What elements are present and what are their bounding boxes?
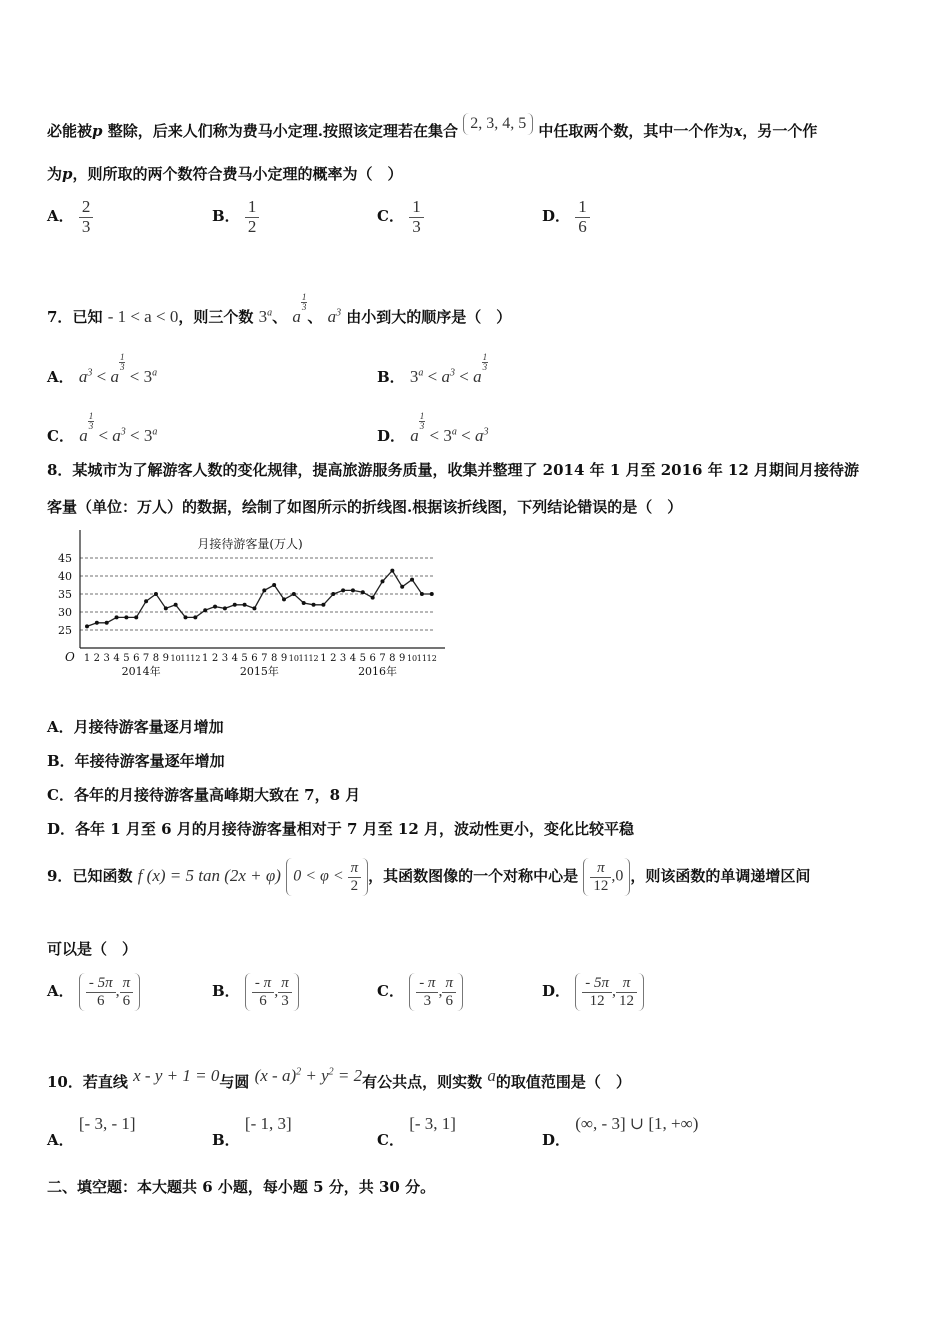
data-point [302, 601, 306, 605]
circle-part: + y [301, 1066, 329, 1085]
data-point [144, 599, 148, 603]
base: a [110, 367, 119, 386]
data-point [400, 585, 404, 589]
x-tick-label: 5 [359, 653, 366, 664]
exp-num: 1 [419, 411, 425, 421]
x-tick-label: 3 [103, 653, 110, 664]
set-elements: 2, 3, 4, 5 [470, 115, 527, 132]
set-braces [463, 113, 533, 135]
var-a: a [487, 1066, 496, 1085]
data-point [351, 588, 355, 592]
fraction [409, 198, 424, 236]
q8-option-d[interactable]: D．各年 1 月至 6 月的月接待游客量相对于 7 月至 12 月，波动性更小，变化比较平稳 [47, 820, 634, 838]
option-label: D． [377, 427, 406, 445]
var-p: p [62, 165, 73, 183]
option-label: D． [542, 982, 571, 1000]
option-label: C． [377, 207, 404, 226]
exponent: 2 [296, 1066, 302, 1078]
year-labels [122, 664, 397, 678]
x-tick-label: 2 [330, 653, 337, 664]
option-interval: (∞, - 3] ∪ [1, +∞) [575, 1114, 699, 1133]
y-tick-label: 35 [58, 588, 72, 601]
denominator: 12 [619, 992, 635, 1009]
numerator: 1 [245, 198, 260, 218]
data-point [223, 606, 227, 610]
q7-text: 已知 [72, 308, 103, 326]
x-tick-label: 5 [123, 653, 130, 664]
base: a [410, 426, 419, 445]
exponent: 3 [450, 367, 456, 379]
expr-3-pow-a [259, 307, 273, 326]
option-label: D． [542, 1131, 571, 1149]
denominator: 2 [247, 216, 257, 236]
x-tick-label: 8 [270, 653, 278, 664]
denominator: 6 [578, 216, 587, 236]
q7-stem [47, 293, 511, 327]
q6-text: ，另一个作 [742, 122, 818, 140]
option-label: B． [212, 982, 240, 1000]
question-number: 9． [47, 867, 73, 885]
data-point [381, 579, 385, 583]
x-tick-label: 3 [339, 653, 347, 664]
option-label: C． [377, 982, 404, 1000]
x-tick-label: 8 [152, 653, 160, 664]
option-label: C． [47, 427, 74, 445]
data-point [174, 603, 178, 607]
question-number: 7． [47, 308, 73, 326]
base: a [79, 426, 88, 445]
exp-den: 3 [482, 362, 488, 372]
expr-a-cubed [328, 307, 342, 326]
q7-text: ，则三个数 [178, 308, 254, 326]
numerator: π [120, 975, 134, 993]
fraction [245, 198, 260, 236]
circle-part: = 2 [333, 1066, 363, 1085]
q9-option-d[interactable]: D． $\frac{- 5\pi}{12}$ , $\frac{\pi}{12}$ [542, 973, 644, 1011]
circle-part: (x - a) [254, 1066, 297, 1085]
base: a [112, 426, 121, 445]
q9-option-b[interactable]: B． $\frac{- \pi}{6}$ , $\frac{\pi}{3}$ [212, 973, 299, 1011]
q8-stem-line2: 客量（单位：万人）的数据，绘制了如图所示的折线图.根据该折线图，下列结论错误的是（ ） [47, 498, 683, 516]
q6-option-a[interactable] [47, 198, 93, 236]
q6-text: 为 [47, 165, 63, 183]
data-point [203, 608, 207, 612]
fraction [575, 198, 590, 236]
data-point [292, 592, 296, 596]
exp-num: 1 [119, 352, 125, 362]
q10-stem [47, 1066, 631, 1092]
option-label: B． [377, 368, 405, 386]
y-axis-ticks [58, 552, 72, 637]
numerator: 2 [79, 198, 94, 218]
q6-text: ，则所取的两个数符合费马小定理的概率为（ ） [72, 165, 403, 183]
q7-condition: - 1 < a < 0 [107, 307, 179, 326]
y-tick-label: 45 [58, 552, 72, 565]
denominator: 3 [81, 216, 91, 236]
q7-text: 由小到大的顺序是（ ） [341, 308, 512, 326]
data-point [95, 621, 99, 625]
x-tick-label: 1 [202, 653, 209, 664]
phi-condition [286, 858, 368, 896]
option-interval: [- 3, 1] [409, 1114, 456, 1133]
q8-option-c[interactable]: C．各年的月接待游客量高峰期大致在 7，8 月 [47, 786, 361, 804]
data-point [331, 592, 335, 596]
function-expr: f (x) = 5 tan (2x + φ) [137, 866, 281, 885]
denominator: 6 [97, 992, 105, 1009]
data-point [184, 615, 188, 619]
x-tick-label: 2 [211, 653, 219, 664]
q6-option-b[interactable] [212, 198, 259, 236]
data-point [233, 603, 237, 607]
origin-label: O [65, 650, 75, 664]
q6-text: 必能被 [47, 122, 93, 140]
x-tick-label: 8 [389, 653, 396, 664]
data-point [390, 569, 394, 573]
x-tick-label: 12 [308, 654, 319, 663]
base: 3 [143, 367, 153, 386]
base: a [473, 367, 482, 386]
numerator: - 5π [86, 975, 116, 993]
numerator: 1 [409, 198, 424, 218]
exp-den: 3 [301, 302, 307, 312]
less-than: < [425, 426, 444, 445]
year-label: 2016年 [358, 665, 398, 678]
q8-stem-line1: 8．某城市为了解游客人数的变化规律，提高旅游服务质量，收集并整理了 2014 年 1 月至 2016 年 12 月期间月接待游 [47, 461, 860, 479]
data-point [252, 606, 256, 610]
chart-title: 月接待游客量(万人) [197, 537, 303, 551]
q10-text: 的取值范围是（ ） [495, 1073, 631, 1091]
data-point [272, 583, 276, 587]
option-label: B． [212, 207, 240, 226]
data-point [115, 615, 119, 619]
q7-option-d[interactable] [377, 412, 488, 446]
exponent: a [152, 367, 158, 379]
less-than: < [455, 367, 474, 386]
data-point [262, 588, 266, 592]
q10-option-a[interactable] [47, 1113, 136, 1149]
line-equation: x - y + 1 = 0 [133, 1066, 220, 1085]
y-tick-label: 25 [58, 624, 72, 637]
q7-option-b[interactable] [377, 353, 488, 387]
numerator: π [348, 860, 362, 878]
q10-option-b[interactable] [212, 1113, 292, 1149]
exponent: 3 [87, 367, 93, 379]
x-tick-label: 1 [83, 653, 91, 664]
data-point [243, 603, 247, 607]
x-tick-label: 9 [280, 653, 288, 664]
base: a [474, 426, 484, 445]
data-point [124, 615, 128, 619]
denominator: 6 [122, 992, 131, 1009]
option-interval: [- 3, - 1] [78, 1114, 136, 1133]
fraction [79, 198, 94, 236]
less-than: < [92, 367, 111, 386]
exponent: 3 [120, 426, 126, 438]
data-point [213, 605, 217, 609]
exponent: a [152, 426, 158, 438]
less-than: < [125, 367, 144, 386]
circle-equation [255, 1066, 363, 1085]
base: a [292, 307, 301, 326]
q6-text: 中任取两个数，其中一个作为 [533, 122, 734, 140]
visitor-line-chart [55, 530, 450, 680]
denominator: 6 [445, 992, 453, 1009]
data-point [410, 578, 414, 582]
data-point [430, 592, 434, 596]
data-point [321, 603, 325, 607]
base: 3 [143, 426, 153, 445]
less-than: < [94, 426, 113, 445]
base: a [78, 367, 88, 386]
less-than: < [456, 426, 475, 445]
q6-option-c[interactable] [377, 198, 424, 236]
year-label: 2015年 [239, 665, 279, 678]
option-label: D． [542, 207, 571, 226]
q10-text: 有公共点，则实数 [362, 1073, 483, 1091]
x-tick-label: 6 [133, 653, 140, 664]
exp-den: 3 [88, 421, 94, 431]
x-tick-label: 4 [113, 653, 120, 664]
denominator: 3 [423, 992, 432, 1009]
x-tick-label: 10 [288, 654, 299, 663]
data-point [85, 624, 89, 628]
x-tick-label: 5 [241, 653, 248, 664]
q6-text: 整除，后来人们称为费马小定理.按照该定理若在集合 [102, 122, 458, 140]
q10-option-c[interactable] [377, 1113, 456, 1149]
data-point [134, 615, 138, 619]
exponent: 3 [336, 307, 342, 319]
numerator: π [442, 975, 456, 993]
base: a [327, 307, 337, 326]
x-tick-label: 6 [251, 653, 258, 664]
option-label: B． [212, 1131, 240, 1149]
exponent: a [267, 307, 273, 319]
data-point [154, 592, 158, 596]
exp-num: 1 [301, 292, 307, 302]
x-tick-label: 1 [320, 653, 327, 664]
data-point [105, 621, 109, 625]
data-point [341, 588, 345, 592]
exp-num: 1 [482, 352, 488, 362]
base: a [441, 367, 451, 386]
data-point [361, 590, 365, 594]
exp-den: 3 [119, 362, 125, 372]
q9-text: 已知函数 [72, 867, 133, 885]
x-tick-label: 12 [426, 654, 437, 663]
q7-option-a[interactable] [47, 353, 157, 387]
exponent: 3 [483, 426, 489, 438]
numerator: - π [416, 975, 438, 993]
numerator: π [278, 975, 292, 993]
separator: 、 [272, 308, 288, 326]
q6-option-d[interactable] [542, 198, 590, 236]
year-label: 2014年 [121, 665, 161, 678]
x-tick-label: 10 [406, 654, 418, 663]
y-tick-label: 40 [58, 570, 72, 583]
exponent: a [418, 367, 424, 379]
expr-a-pow-third [292, 292, 307, 326]
q9-text: ，则该函数的单调递增区间 [630, 867, 811, 885]
x-tick-label: 4 [349, 653, 357, 664]
numerator: π [590, 860, 611, 878]
denominator: 3 [412, 216, 421, 236]
base: 3 [443, 426, 452, 445]
option-label: A． [47, 982, 74, 1000]
q10-text: 与圆 [219, 1073, 250, 1091]
symmetry-center [583, 858, 630, 896]
numerator: - 5π [582, 975, 612, 993]
exponent: 2 [328, 1066, 334, 1078]
x-tick-label: 11 [298, 654, 309, 663]
condition-left: 0 < φ < [293, 867, 344, 885]
q9-text: ，其函数图像的一个对称中心是 [368, 867, 579, 885]
y-tick-label: 30 [58, 606, 72, 619]
denominator: 6 [259, 992, 267, 1009]
q6-line2 [47, 163, 403, 184]
x-tick-label: 2 [93, 653, 101, 664]
separator: 、 [307, 308, 323, 326]
x-axis-ticks [84, 653, 437, 664]
base: 3 [409, 367, 419, 386]
x-tick-label: 7 [379, 653, 386, 664]
base: 3 [258, 307, 268, 326]
q9-stem-line2: 可以是（ ） [47, 940, 138, 958]
x-tick-label: 11 [416, 654, 427, 663]
q9-stem [47, 858, 810, 896]
denominator: 3 [281, 992, 289, 1009]
option-label: A． [47, 1131, 74, 1149]
data-point [164, 606, 168, 610]
var-x: x [733, 122, 743, 140]
exp-num: 1 [88, 411, 94, 421]
x-tick-label: 9 [399, 653, 406, 664]
x-tick-label: 7 [142, 653, 150, 664]
numerator: π [616, 975, 637, 993]
denominator: 12 [593, 877, 609, 894]
section-heading: 二、填空题：本大题共 6 小题，每小题 5 分，共 30 分。 [47, 1178, 436, 1196]
q9-option-a[interactable]: A． $\frac{- 5\pi}{6}$ , $\frac{\pi}{6}$ [47, 973, 140, 1011]
q6-line1 [47, 113, 817, 141]
numerator: 1 [575, 198, 590, 218]
option-label: C． [377, 1131, 404, 1149]
denominator: 2 [350, 877, 359, 894]
chart-grid [80, 558, 433, 630]
q8-option-a[interactable]: A．月接待游客量逐月增加 [47, 718, 224, 736]
x-tick-label: 12 [190, 654, 201, 663]
x-tick-label: 11 [180, 654, 191, 663]
data-point [282, 597, 286, 601]
denominator: 12 [589, 992, 605, 1009]
x-tick-label: 9 [162, 653, 169, 664]
x-tick-label: 3 [221, 653, 229, 664]
data-point [371, 596, 375, 600]
q7-option-c[interactable] [47, 412, 157, 446]
x-tick-label: 7 [261, 653, 268, 664]
question-number: 10． [47, 1073, 83, 1091]
data-point [312, 603, 316, 607]
exp-den: 3 [419, 421, 425, 431]
numerator: - π [252, 975, 274, 993]
q9-option-c[interactable]: C． $\frac{- \pi}{3}$ , $\frac{\pi}{6}$ [377, 973, 463, 1011]
data-point [193, 615, 197, 619]
data-point [420, 592, 424, 596]
x-tick-label: 4 [231, 653, 238, 664]
less-than: < [125, 426, 144, 445]
exponent: a [451, 426, 457, 438]
var-p: p [92, 122, 103, 140]
center-y: ,0 [611, 867, 624, 885]
option-interval: [- 1, 3] [244, 1114, 292, 1133]
series-line [87, 571, 432, 627]
option-label: A． [47, 368, 74, 386]
x-tick-label: 6 [369, 653, 376, 664]
x-tick-label: 10 [170, 654, 181, 663]
q8-option-b[interactable]: B．年接待游客量逐年增加 [47, 752, 225, 770]
option-label: A． [47, 207, 74, 226]
q10-option-d[interactable] [542, 1113, 699, 1149]
less-than: < [423, 367, 442, 386]
q10-text: 若直线 [82, 1073, 128, 1091]
